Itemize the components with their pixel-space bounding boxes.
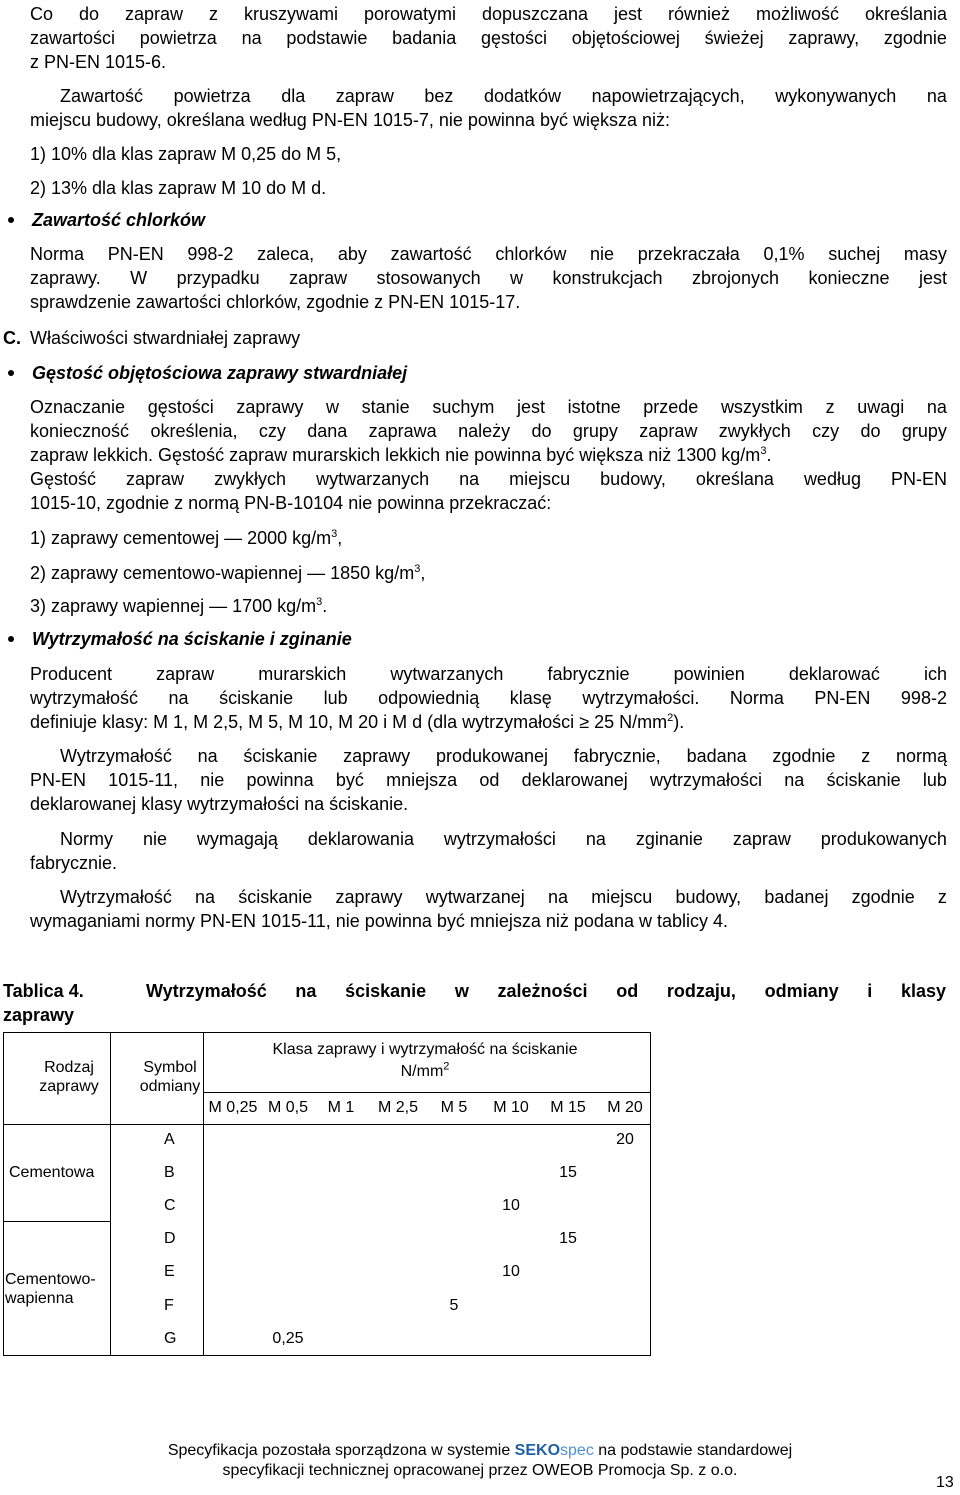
paragraph-line: zawartości powietrza na podstawie badania gęstości objętościowej świeżej zaprawy, zgodnie <box>30 28 947 48</box>
table-rule <box>203 1092 651 1093</box>
paragraph-line <box>30 711 684 733</box>
table-rule <box>3 1221 111 1222</box>
section-label: C. <box>3 328 21 348</box>
paragraph-line: z PN-EN 1015-6. <box>30 52 167 72</box>
table-row-symbol: F <box>164 1297 174 1314</box>
footer-line-2: specyfikacji technicznej opracowanej przez OWEOB Promocja Sp. z o.o. <box>222 1462 738 1479</box>
text: zapraw lekkich. Gęstość zapraw murarskich lekkich nie powinna być większa niż 1300 kg/m <box>30 445 761 465</box>
bullet-icon <box>8 636 14 642</box>
table-caption-wrap: zaprawy <box>3 1005 75 1025</box>
brand-logo: SEKOspec <box>514 1442 594 1459</box>
text: 2) zaprawy cementowo-wapiennej — 1850 kg/m <box>30 563 415 583</box>
section-heading: Zawartość chlorków <box>32 210 206 230</box>
paragraph-line: Gęstość zapraw zwykłych wytwarzanych na miejscu budowy, określana według PN-EN <box>30 469 947 489</box>
superscript: 2 <box>667 712 674 724</box>
table-row-value: 5 <box>449 1297 459 1314</box>
paragraph-line: zaprawy. W przypadku zapraw stosowanych w konstrukcjach zbrojonych konieczne jest <box>30 268 947 288</box>
text: N/mm <box>400 1063 444 1080</box>
table-row-symbol: A <box>164 1131 175 1148</box>
paragraph-line: Normy nie wymagają deklarowania wytrzymałości na zginanie zapraw produkowanych <box>60 829 947 849</box>
list-item <box>30 562 425 584</box>
superscript: 2 <box>443 1060 450 1073</box>
table-row-symbol: G <box>164 1330 177 1347</box>
class-header-cell: M 0,5 <box>267 1099 308 1116</box>
table-rule <box>110 1032 111 1356</box>
table-rule <box>3 1124 651 1125</box>
paragraph-line: Norma PN-EN 998-2 zaleca, aby zawartość chlorków nie przekraczała 0,1% suchej masy <box>30 244 947 264</box>
bullet-icon <box>8 370 14 376</box>
table-caption: Wytrzymałość na ściskanie w zależności od rodzaju, odmiany i klasy <box>146 981 946 1001</box>
paragraph-line: Zawartość powietrza dla zapraw bez dodatków napowietrzających, wykonywanych na <box>60 86 947 106</box>
group-label-cementowo-wapienna: Cementowo-wapienna <box>5 1271 96 1307</box>
table-row-symbol: D <box>164 1230 176 1247</box>
section-heading: Gęstość objętościowa zaprawy stwardniałej <box>32 363 408 383</box>
class-header-cell: M 0,25 <box>208 1099 258 1116</box>
page-number: 13 <box>936 1474 954 1491</box>
greater-equal-symbol: ≥ <box>579 712 590 732</box>
text: 25 N/mm <box>594 712 668 732</box>
superscript: 3 <box>414 563 421 575</box>
text: , <box>337 528 343 548</box>
footer-line-1 <box>0 1441 960 1461</box>
list-item: 2) 13% dla klas zapraw M 10 do M d. <box>30 178 327 198</box>
paragraph-line: Wytrzymałość na ściskanie zaprawy wytwarzanej na miejscu budowy, badanej zgodnie z <box>60 887 947 907</box>
table-row-symbol: E <box>164 1263 175 1280</box>
class-header-cell: M 20 <box>607 1099 643 1116</box>
paragraph-line: fabrycznie. <box>30 853 118 873</box>
table-row-value: 10 <box>502 1263 520 1280</box>
text: , <box>420 563 426 583</box>
class-header-cell: M 1 <box>327 1099 355 1116</box>
text: . <box>766 445 772 465</box>
text: 1) zaprawy cementowej — 2000 kg/m <box>30 528 332 548</box>
footer-text: Specyfikacja pozostała sporządzona w systemie <box>167 1442 511 1459</box>
paragraph-line <box>30 444 771 466</box>
paragraph-line: konieczność określenia, czy dana zaprawa należy do grupy zapraw zwykłych czy do grupy <box>30 421 947 441</box>
text: . <box>322 596 328 616</box>
list-item <box>30 595 327 617</box>
paragraph-line: Co do zapraw z kruszywami porowatymi dopuszczana jest również możliwość określania <box>30 4 947 24</box>
header-rodzaj: Rodzaj zaprawy <box>39 1059 99 1095</box>
paragraph-line: 1015-10, zgodnie z normą PN-B-10104 nie powinna przekraczać: <box>30 493 552 513</box>
class-header-cell: M 2,5 <box>377 1099 418 1116</box>
section-title: Właściwości stwardniałej zaprawy <box>30 328 301 348</box>
paragraph-line: Producent zapraw murarskich wytwarzanych fabrycznie powinien deklarować ich <box>30 664 947 684</box>
table-caption-label: Tablica 4. <box>3 981 84 1001</box>
table-row-value: 10 <box>502 1197 520 1214</box>
footer-text: na podstawie standardowej <box>598 1442 793 1459</box>
paragraph-line: PN-EN 1015-11, nie powinna być mniejsza od deklarowanej wytrzymałości na ściskanie lub <box>30 770 947 790</box>
header-unit <box>225 1062 625 1081</box>
text: 3) zaprawy wapiennej — 1700 kg/m <box>30 596 317 616</box>
table-row-value: 20 <box>616 1131 634 1148</box>
paragraph-line: Wytrzymałość na ściskanie zaprawy produkowanej fabrycznie, badana zgodnie z normą <box>60 746 947 766</box>
header-symbol: Symbol odmiany <box>139 1059 201 1095</box>
class-header-cell: M 15 <box>550 1099 586 1116</box>
list-item: 1) 10% dla klas zapraw M 0,25 do M 5, <box>30 144 342 164</box>
list-item <box>30 527 342 549</box>
table-row-value: 15 <box>559 1164 577 1181</box>
header-klasa: Klasa zaprawy i wytrzymałość na ściskanie <box>272 1041 578 1058</box>
class-header-cell: M 10 <box>493 1099 529 1116</box>
text: definiuje klasy: M 1, M 2,5, M 5, M 10, M 20 i M d (dla wytrzymałości <box>30 712 575 732</box>
paragraph-line: miejscu budowy, określana według PN-EN 1015-7, nie powinna być większa niż: <box>30 110 670 130</box>
bullet-icon <box>8 217 14 223</box>
paragraph-line: Oznaczanie gęstości zaprawy w stanie suchym jest istotne przede wszystkim z uwagi na <box>30 397 947 417</box>
superscript: 3 <box>316 596 323 608</box>
table-row-symbol: C <box>164 1197 176 1214</box>
table-row-value: 0,25 <box>272 1330 304 1347</box>
superscript: 3 <box>760 445 767 457</box>
table-row-symbol: B <box>164 1164 175 1181</box>
paragraph-line: wymaganiami normy PN-EN 1015-11, nie powinna być mniejsza niż podana w tablicy 4. <box>30 911 729 931</box>
paragraph-line: sprawdzenie zawartości chlorków, zgodnie z PN-EN 1015-17. <box>30 292 521 312</box>
paragraph-line: deklarowanej klasy wytrzymałości na ściskanie. <box>30 794 409 814</box>
superscript: 3 <box>331 528 338 540</box>
paragraph-line: wytrzymałość na ściskanie lub odpowiednią klasę wytrzymałości. Norma PN-EN 998-2 <box>30 688 947 708</box>
text: ). <box>673 712 685 732</box>
section-heading: Wytrzymałość na ściskanie i zginanie <box>32 629 352 649</box>
table-row-value: 15 <box>559 1230 577 1247</box>
class-header-cell: M 5 <box>440 1099 468 1116</box>
group-label-cementowa: Cementowa <box>9 1164 95 1181</box>
